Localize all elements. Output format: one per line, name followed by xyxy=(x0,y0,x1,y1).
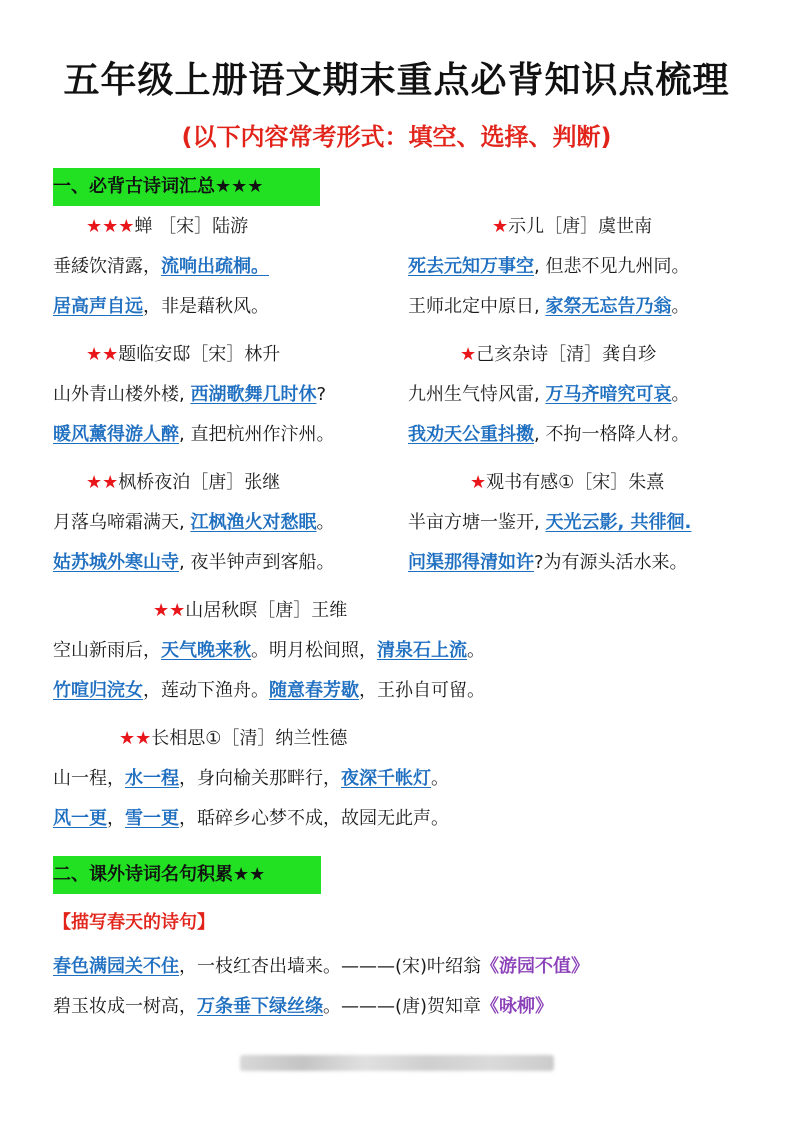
star-rating: ★★ xyxy=(86,344,119,365)
poem-header xyxy=(53,207,269,247)
poem-title: 蝉 ［宋］陆游 xyxy=(134,216,249,237)
text: 九州生气恃风雷, xyxy=(408,384,546,405)
answer-blank: 春色满园关不住 xyxy=(53,956,179,977)
text: 。 xyxy=(316,512,335,533)
answer-blank: 家祭无忘告乃翁 xyxy=(545,296,672,317)
category-spring: 【描写春天的诗句】 xyxy=(53,912,215,933)
text: 山外青山楼外楼, xyxy=(53,384,191,405)
poem-line xyxy=(408,375,689,415)
text: , 不拘一格降人材。 xyxy=(534,424,690,445)
poem-line xyxy=(53,799,449,839)
poem-line xyxy=(53,671,485,711)
text: 半亩方塘一鉴开, xyxy=(408,512,546,533)
text: 山一程， xyxy=(53,768,125,789)
answer-blank: 西湖歌舞几时休 xyxy=(190,384,317,405)
poem-line xyxy=(408,503,691,543)
answer-blank: 天光云影, 共徘徊. xyxy=(545,512,692,533)
poem-title: 山居秋暝［唐］王维 xyxy=(185,600,348,621)
text: 王师北定中原日, xyxy=(408,296,546,317)
poem-line xyxy=(53,631,485,671)
text: 垂緌饮清露， xyxy=(53,256,161,277)
answer-blank: 万条垂下绿丝绦 xyxy=(197,996,323,1017)
star-rating: ★★ xyxy=(119,728,152,749)
poem-fengqiao xyxy=(53,463,334,583)
text: ，非是藉秋风。 xyxy=(143,296,269,317)
poem-header xyxy=(53,719,449,759)
blurred-footer-watermark xyxy=(240,1055,554,1071)
answer-blank: 随意春芳歇 xyxy=(269,680,359,701)
text: 碧玉妆成一树高， xyxy=(53,996,197,1017)
text: ，莲动下渔舟。 xyxy=(143,680,269,701)
answer-blank: 风一更 xyxy=(53,808,107,829)
section-label: 二、课外诗词名句积累 xyxy=(53,864,233,885)
text: 。 xyxy=(431,768,449,789)
text: 。明月松间照， xyxy=(251,640,377,661)
answer-blank: 夜深千帐灯 xyxy=(341,768,431,789)
text: ，身向榆关那畔行， xyxy=(179,768,341,789)
answer-blank: 竹喧归浣女 xyxy=(53,680,143,701)
poem-line xyxy=(53,287,269,327)
poem-line xyxy=(408,287,689,327)
answer-blank: 流响出疏桐。 xyxy=(161,256,269,277)
quote-yongliu xyxy=(53,992,553,1018)
text: ?为有源头活水来。 xyxy=(534,552,688,573)
star-rating: ★★ xyxy=(86,472,119,493)
section-heading-extra-poems xyxy=(53,856,321,894)
answer-blank: 水一程 xyxy=(125,768,179,789)
answer-blank: 江枫渔火对愁眠 xyxy=(190,512,317,533)
star-rating: ★★ xyxy=(153,600,186,621)
poem-line xyxy=(53,543,334,583)
poem-line xyxy=(408,415,689,455)
poem-header xyxy=(53,335,334,375)
text: 月落乌啼霜满天, xyxy=(53,512,191,533)
text: ? xyxy=(316,384,327,405)
work-title: 《咏柳》 xyxy=(481,996,554,1017)
poem-line xyxy=(53,415,334,455)
poem-shier xyxy=(408,207,689,327)
page-subtitle: (以下内容常考形式：填空、选择、判断) xyxy=(181,123,612,151)
poem-chan xyxy=(53,207,269,327)
section-label: 一、必背古诗词汇总 xyxy=(53,176,215,197)
poem-shanju xyxy=(53,591,485,711)
answer-blank: 我劝天公重抖擞 xyxy=(408,424,534,445)
poem-line xyxy=(53,375,334,415)
answer-blank: 问渠那得清如许 xyxy=(408,552,534,573)
text: ，一枝红杏出墙来。———(宋)叶绍翁 xyxy=(179,956,482,977)
text: , 夜半钟声到客船。 xyxy=(179,552,335,573)
text: 空山新雨后， xyxy=(53,640,161,661)
poem-header xyxy=(408,207,689,247)
poem-title: 枫桥夜泊［唐］张继 xyxy=(118,472,281,493)
text: 。———(唐)贺知章 xyxy=(323,996,482,1017)
poem-jihai xyxy=(408,335,689,455)
answer-blank: 居高声自远 xyxy=(53,296,143,317)
section-stars: ★★ xyxy=(233,864,266,885)
poem-line xyxy=(408,543,691,583)
poem-changxiangsi xyxy=(53,719,449,839)
poem-line xyxy=(53,247,269,287)
text: , 但悲不见九州同。 xyxy=(534,256,690,277)
text: ，王孙自可留。 xyxy=(359,680,485,701)
star-rating: ★★★ xyxy=(86,216,135,237)
star-rating: ★ xyxy=(460,344,477,365)
answer-blank: 暖风薰得游人醉 xyxy=(53,424,179,445)
answer-blank: 雪一更 xyxy=(125,808,179,829)
answer-blank: 万马齐喑究可哀 xyxy=(545,384,672,405)
poem-header xyxy=(408,335,689,375)
poem-guanshu xyxy=(408,463,691,583)
poem-tilinandi xyxy=(53,335,334,455)
text: ，聒碎乡心梦不成，故园无此声。 xyxy=(179,808,449,829)
text: 。 xyxy=(467,640,485,661)
poem-line xyxy=(53,503,334,543)
poem-header xyxy=(53,591,485,631)
star-rating: ★ xyxy=(492,216,509,237)
answer-blank: 姑苏城外寒山寺 xyxy=(53,552,179,573)
poem-title: 示儿［唐］虞世南 xyxy=(508,216,653,237)
page-title: 五年级上册语文期末重点必背知识点梳理 xyxy=(63,60,730,101)
poem-title: 长相思①［清］纳兰性德 xyxy=(151,728,348,749)
poem-header xyxy=(53,463,334,503)
text: 。 xyxy=(671,296,690,317)
text: 。 xyxy=(671,384,690,405)
poem-line xyxy=(53,759,449,799)
work-title: 《游园不值》 xyxy=(481,956,590,977)
text: ， xyxy=(107,808,125,829)
poem-title: 题临安邸［宋］林升 xyxy=(118,344,281,365)
text: , 直把杭州作汴州。 xyxy=(179,424,335,445)
poem-title: 己亥杂诗［清］龚自珍 xyxy=(476,344,657,365)
poem-title: 观书有感①［宋］朱熹 xyxy=(486,472,665,493)
poem-header xyxy=(408,463,691,503)
answer-blank: 天气晚来秋 xyxy=(161,640,251,661)
star-rating: ★ xyxy=(470,472,487,493)
section-stars: ★★★ xyxy=(215,176,264,197)
answer-blank: 清泉石上流 xyxy=(377,640,467,661)
answer-blank: 死去元知万事空 xyxy=(408,256,534,277)
quote-youyuan xyxy=(53,952,589,978)
section-heading-ancient-poems xyxy=(53,168,320,206)
poem-line xyxy=(408,247,689,287)
